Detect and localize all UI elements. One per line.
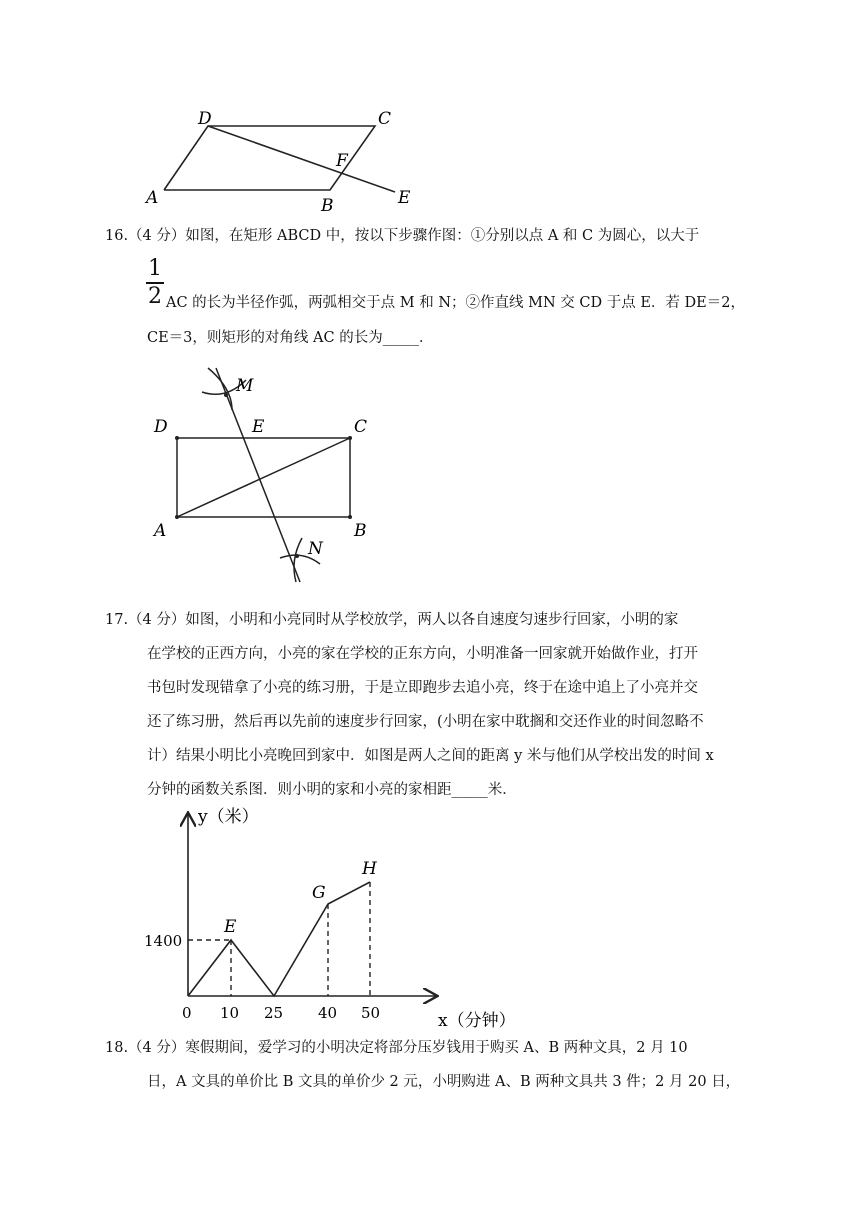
q16-line2: AC 的长为半径作弧，两弧相交于点 M 和 N；②作直线 MN 交 CD 于点 E．若 DE＝2， — [166, 295, 745, 311]
q17-line5: 计）结果小明比小亮晚回到家中．如图是两人之间的距离 y 米与他们从学校出发的时间 x — [147, 748, 714, 764]
y-tick-1400: 1400 — [144, 932, 183, 950]
fraction-one-half — [146, 258, 164, 308]
figure-rectangle — [140, 360, 390, 590]
q17-line1: 17.（4 分）如图，小明和小亮同时从学校放学，两人以各自速度匀速步行回家，小明的家 — [105, 612, 679, 628]
point-n — [295, 554, 299, 558]
point-e-label: E — [224, 917, 237, 937]
point-g-label: G — [312, 883, 326, 903]
label-d: D — [154, 417, 168, 437]
line-de — [208, 126, 395, 192]
q17-line4: 还了练习册，然后再以先前的速度步行回家，(小明在家中耽搁和交还作业的时间忽略不 — [147, 714, 704, 730]
point-m — [224, 393, 228, 397]
label-e: E — [252, 417, 265, 437]
x-tick-25: 25 — [264, 1004, 284, 1022]
q18-line1: 18.（4 分）寒假期间，爱学习的小明决定将部分压岁钱用于购买 A、B 两种文具，2 月 10 — [105, 1040, 688, 1056]
label-c: C — [378, 109, 392, 129]
graph-line — [188, 882, 370, 996]
x-tick-40: 40 — [318, 1004, 338, 1022]
label-c: C — [354, 417, 368, 437]
label-b: B — [321, 196, 334, 215]
label-b: B — [354, 521, 367, 541]
point-c — [348, 436, 352, 440]
arc-m-2 — [208, 368, 232, 410]
point-b — [348, 515, 352, 519]
label-a: A — [146, 188, 159, 208]
fraction-denominator: 2 — [148, 283, 162, 309]
diagonal-ac — [177, 438, 350, 517]
point-d — [175, 436, 179, 440]
point-a — [175, 515, 179, 519]
label-n: N — [308, 539, 323, 559]
q18-line2: 日，A 文具的单价比 B 文具的单价少 2 元，小明购进 A、B 两种文具共 3 件；2 月 20 日， — [147, 1074, 741, 1090]
origin-label: 0 — [182, 1004, 192, 1022]
q16-line3: CE＝3，则矩形的对角线 AC 的长为_____． — [147, 330, 434, 346]
figure-parallelogram — [140, 100, 430, 215]
x-axis-label: x（分钟） — [438, 1011, 516, 1031]
label-d: D — [198, 109, 212, 129]
fraction-numerator: 1 — [148, 256, 162, 281]
label-f: F — [336, 151, 348, 171]
q17-line6: 分钟的函数关系图．则小明的家和小亮的家相距_____米． — [147, 782, 517, 798]
line-mn — [216, 368, 300, 582]
label-m: M — [236, 376, 254, 396]
point-h-label: H — [362, 859, 377, 879]
q17-line3: 书包时发现错拿了小亮的练习册，于是立即跑步去追小亮，终于在途中追上了小亮并交 — [147, 680, 698, 696]
label-e: E — [398, 188, 411, 208]
q16-line1: 16.（4 分）如图，在矩形 ABCD 中，按以下步骤作图：①分别以点 A 和 C 为圆心，以大于 — [105, 228, 700, 244]
q17-line2: 在学校的正西方向，小亮的家在学校的正东方向，小明准备一回家就开始做作业，打开 — [147, 646, 698, 662]
label-a: A — [154, 521, 167, 541]
distance-time-graph — [140, 800, 540, 1035]
x-tick-10: 10 — [220, 1004, 240, 1022]
x-tick-50: 50 — [361, 1004, 381, 1022]
y-axis-label: y（米） — [198, 807, 259, 827]
